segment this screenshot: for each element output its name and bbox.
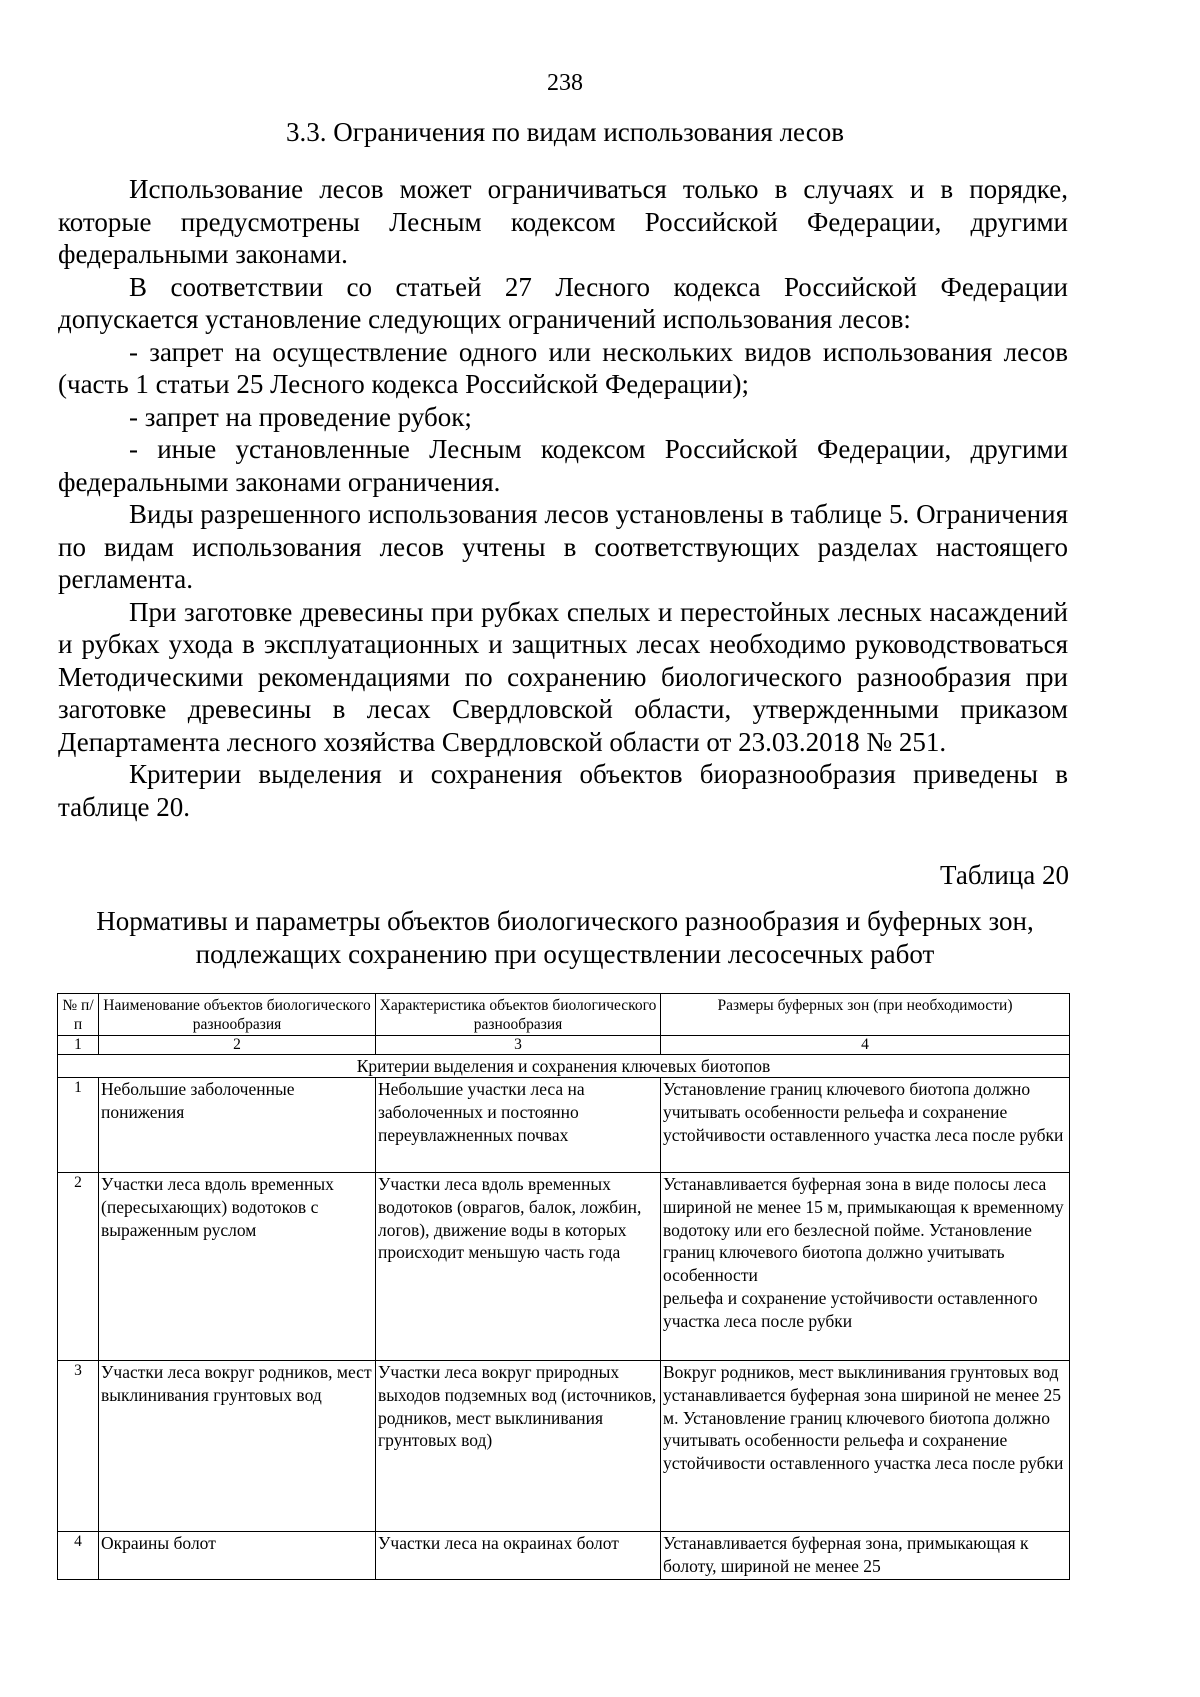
column-number: 2: [99, 1036, 376, 1055]
paragraph: В соответствии со статьей 27 Лесного кодекса Российской Федерации допускается установление следующих ограничений использования лесов:: [58, 271, 1068, 334]
table-caption: Нормативы и параметры объектов биологического разнообразия и буферных зон, подлежащих сохранению при осуществлении лесосечных работ: [96, 906, 1034, 969]
biodiversity-table: [57, 993, 1070, 1580]
buffer-zone-text: Устанавливается буферная зона, примыкающая к болоту, шириной не менее 25: [663, 1533, 1029, 1576]
buffer-zone-text: рельефа и сохранение устойчивости оставленного участка леса после рубки: [663, 1287, 1038, 1331]
buffer-zone: [661, 1173, 1070, 1361]
paragraph: Виды разрешенного использования лесов установлены в таблице 5. Ограничения по видам использования лесов учтены в соответствующих разделах настоящего регламента.: [58, 499, 1068, 594]
page-number: 238: [547, 70, 583, 96]
object-name: Окраины болот: [99, 1532, 376, 1580]
column-number: 4: [661, 1036, 1070, 1055]
section-title: 3.3. Ограничения по видам использования лесов: [286, 117, 844, 147]
object-characteristic: Небольшие участки леса на заболоченных и постоянно переувлажненных почвах: [376, 1078, 661, 1173]
column-number: 1: [58, 1036, 99, 1055]
table-row: [58, 1361, 1070, 1532]
buffer-zone: [661, 1361, 1070, 1532]
list-item: - запрет на проведение рубок;: [129, 401, 472, 432]
buffer-zone-text: Установление границ ключевого биотопа должно учитывать особенности рельефа и сохранение устойчивости оставленного участка леса после рубки: [663, 1079, 1064, 1145]
header-buffer: Размеры буферных зон (при необходимости): [661, 994, 1070, 1036]
table-label: Таблица 20: [940, 860, 1069, 890]
group-row: [58, 1055, 1070, 1078]
buffer-zone-text: Устанавливается буферная зона в виде полосы леса шириной не менее 15 м, примыкающая к временному водотоку или его безлесной пойме. Установление границ ключевого биотопа должно учитывать особенности: [663, 1174, 1064, 1286]
paragraph: При заготовке древесины при рубках спелых и перестойных лесных насаждений и рубках ухода в эксплуатационных и защитных лесах необходимо руководствоваться Методическими рекомендациями по сохранению биологического разнообразия при заготовке древесины в лесах Свердловской области, утвержденными приказом Департамента лесного хозяйства Свердловской области от 23.03.2018 № 251.: [58, 596, 1068, 757]
row-number: 4: [58, 1532, 99, 1580]
header-characteristic: Характеристика объектов биологического разнообразия: [376, 994, 661, 1036]
list-item: - запрет на осуществление одного или нескольких видов использования лесов (часть 1 статьи 25 Лесного кодекса Российской Федерации);: [58, 336, 1068, 399]
table-header-row: [58, 994, 1070, 1036]
column-number: 3: [376, 1036, 661, 1055]
object-name: Небольшие заболоченные понижения: [99, 1078, 376, 1173]
column-number-row: [58, 1036, 1070, 1055]
row-number: 2: [58, 1173, 99, 1361]
buffer-zone: [661, 1532, 1070, 1580]
row-number: 1: [58, 1078, 99, 1173]
body-text: [58, 173, 1068, 823]
buffer-zone: [661, 1078, 1070, 1173]
header-num: № п/п: [58, 994, 99, 1036]
group-title: Критерии выделения и сохранения ключевых биотопов: [58, 1055, 1070, 1078]
table-row: [58, 1532, 1070, 1580]
paragraph: Использование лесов может ограничиваться только в случаях и в порядке, которые предусмотрены Лесным кодексом Российской Федерации, другими федеральными законами.: [58, 174, 1068, 269]
buffer-zone-text: Вокруг родников, мест выклинивания грунтовых вод устанавливается буферная зона шириной не менее 25 м. Установление границ ключевого биотопа должно учитывать особенности рельефа и сохранение устойчивости оставленного участка леса после рубки: [663, 1362, 1064, 1474]
table-row: [58, 1078, 1070, 1173]
list-item: - иные установленные Лесным кодексом Российской Федерации, другими федеральными законами ограничения.: [58, 434, 1068, 497]
header-name: Наименование объектов биологического разнообразия: [99, 994, 376, 1036]
object-name: Участки леса вокруг родников, мест выклинивания грунтовых вод: [99, 1361, 376, 1532]
paragraph: Критерии выделения и сохранения объектов биоразнообразия приведены в таблице 20.: [58, 759, 1068, 822]
object-characteristic: Участки леса на окраинах болот: [376, 1532, 661, 1580]
row-number: 3: [58, 1361, 99, 1532]
object-characteristic: Участки леса вдоль временных водотоков (оврагов, балок, ложбин, логов), движение воды в которых происходит меньшую часть года: [376, 1173, 661, 1361]
object-name: Участки леса вдоль временных (пересыхающих) водотоков с выраженным руслом: [99, 1173, 376, 1361]
table-row: [58, 1173, 1070, 1361]
object-characteristic: Участки леса вокруг природных выходов подземных вод (источников, родников, мест выклинивания грунтовых вод): [376, 1361, 661, 1532]
